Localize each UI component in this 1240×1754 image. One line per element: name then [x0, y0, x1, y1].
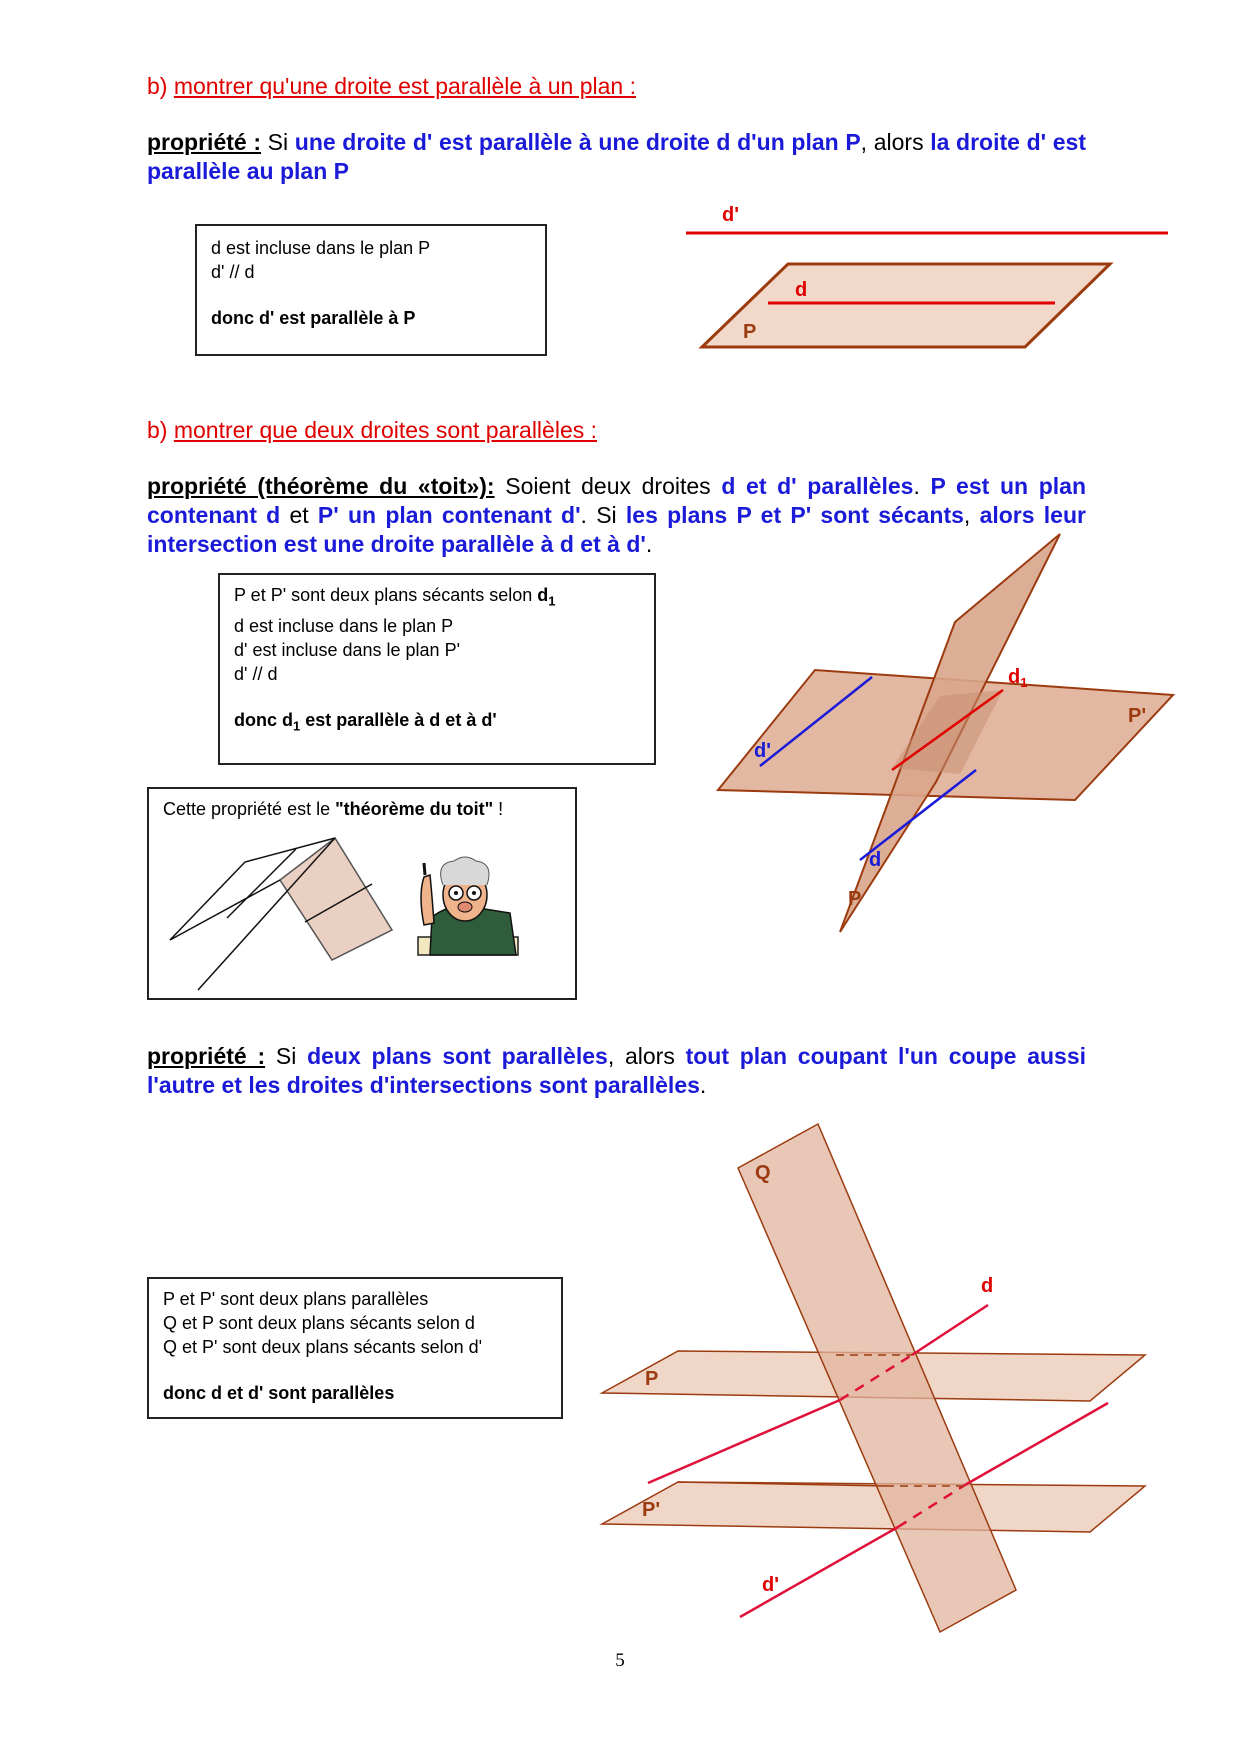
property-2: propriété (théorème du «toit»): Soient deux droites d et d' parallèles. P est un plan contenant d et P' un plan contenant d'. Si les plans P et P' sont sécants, alors leur intersection est une droite parallèle à d et à d'. [147, 473, 1086, 557]
plane-pprime-3 [602, 1482, 1145, 1532]
label-pprime-3: P' [642, 1499, 661, 1521]
label-p-3: P [645, 1368, 659, 1390]
label-p-2: P [848, 888, 862, 910]
box-roof-theorem: Cette propriété est le "théorème du toit" ! [147, 787, 577, 1000]
page-number: 5 [615, 1650, 625, 1671]
label-pprime-2: P' [1128, 705, 1147, 727]
section-heading-2: b) montrer que deux droites sont parallèles : [147, 417, 598, 443]
property-3: propriété : Si deux plans sont parallèles, alors tout plan coupant l'un coupe aussi l'autre et les droites d'intersections sont parallèles. [147, 1043, 1087, 1098]
label-d-3: d [981, 1275, 994, 1297]
label-d-2: d [869, 849, 882, 871]
line-dprime-3a [740, 1527, 898, 1617]
box-premises-2: P et P' sont deux plans sécants selon $d_1$ d est incluse dans le plan P d' est incluse dans le plan P' d' // d donc $d_1$ est parallèle à d et à d' [218, 573, 656, 765]
label-d1: $d_1$ [1008, 666, 1028, 690]
label-dprime: d' [722, 204, 739, 226]
line-d-3a [648, 1400, 840, 1483]
label-dprime-3: d' [762, 1574, 779, 1596]
label-d: d [795, 279, 808, 301]
box-premises-1: d est incluse dans le plan P d' // d donc d' est parallèle à P [195, 224, 547, 356]
property-1: propriété : Si une droite d' est parallèle à une droite d d'un plan P, alors la droite d' est parallèle au plan P [147, 129, 1087, 184]
section-heading-1: b) montrer qu'une droite est parallèle à un plan : [147, 73, 636, 99]
box-premises-3: P et P' sont deux plans parallèles Q et P sont deux plans sécants selon d Q et P' sont deux plans sécants selon d' donc d et d' sont parallèles [147, 1277, 563, 1419]
label-q: Q [755, 1162, 771, 1184]
label-p: P [743, 321, 757, 343]
label-dprime-2: d' [754, 740, 771, 762]
